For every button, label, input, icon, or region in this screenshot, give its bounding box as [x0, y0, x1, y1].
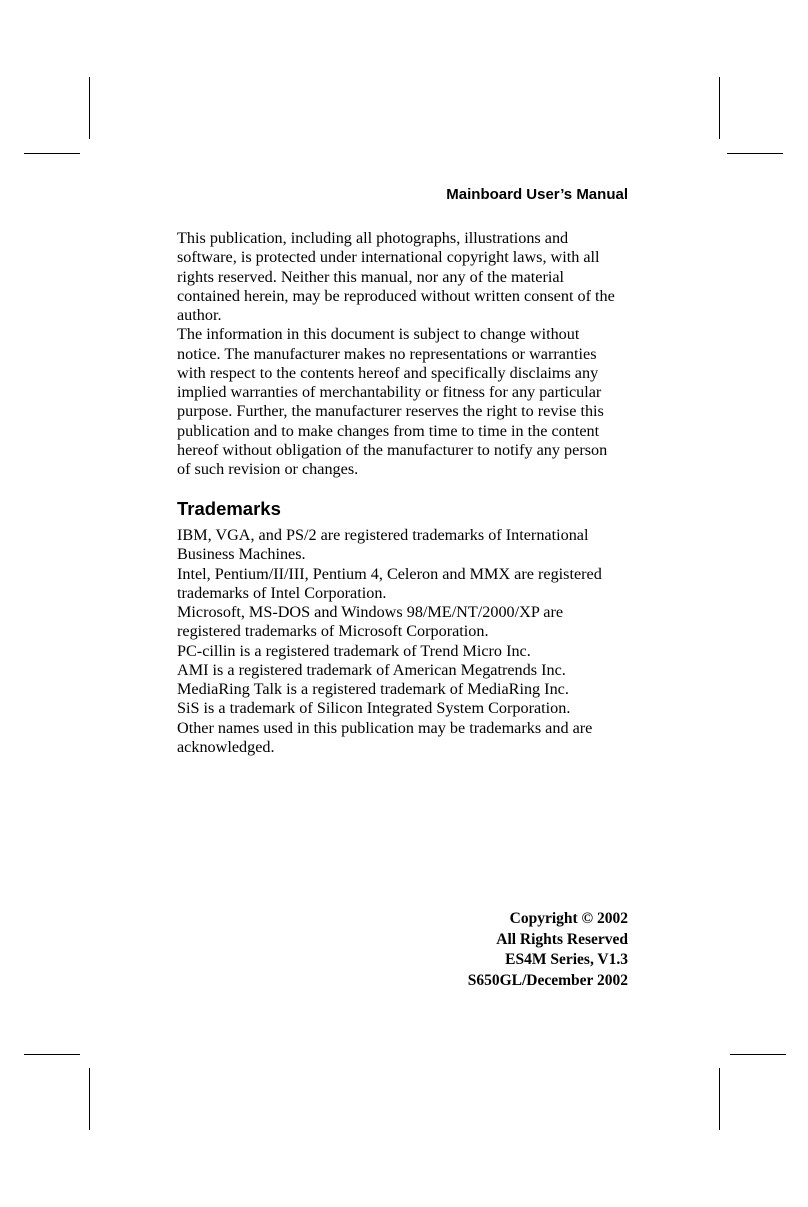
- intro-paragraphs: [177, 229, 637, 479]
- crop-mark-bottom-right-horizontal: [730, 1054, 786, 1055]
- series-version: ES4M Series, V1.3: [505, 951, 628, 968]
- trademark-line: SiS is a trademark of Silicon Integrated System Corporation.: [177, 699, 571, 718]
- intro-line: hereof without obligation of the manufacturer to notify any person: [177, 440, 608, 459]
- intro-line: implied warranties of merchantability or fitness for any particular: [177, 383, 602, 401]
- rights-reserved: All Rights Reserved: [496, 930, 628, 948]
- model-date: S650GL/December 2002: [467, 971, 628, 989]
- intro-line: This publication, including all photographs, illustrations and: [177, 229, 569, 247]
- intro-line: rights reserved. Neither this manual, nor any of the material: [177, 267, 565, 286]
- intro-line: publication and to make changes from time to time in the content: [177, 421, 600, 440]
- intro-line: of such revision or changes.: [177, 460, 359, 478]
- running-header-title: Mainboard User’s Manual: [446, 186, 628, 203]
- trademark-line: AMI is a registered trademark of American Megatrends Inc.: [177, 660, 566, 679]
- trademark-line: MediaRing Talk is a registered trademark of MediaRing Inc.: [177, 680, 569, 698]
- crop-mark-top-left-horizontal: [24, 153, 80, 154]
- trademark-line: Other names used in this publication may be trademarks and are: [177, 718, 593, 737]
- intro-line: notice. The manufacturer makes no representations or warranties: [177, 344, 597, 363]
- trademark-line: Microsoft, MS-DOS and Windows 98/ME/NT/2000/XP are: [177, 603, 564, 621]
- crop-mark-bottom-left-horizontal: [24, 1054, 80, 1055]
- crop-mark-bottom-left-vertical: [89, 1068, 90, 1130]
- trademark-line: Business Machines.: [177, 545, 306, 564]
- intro-line: with respect to the contents hereof and specifically disclaims any: [177, 363, 599, 382]
- crop-mark-top-right-vertical: [719, 77, 720, 139]
- trademarks-heading: Trademarks: [177, 498, 281, 519]
- copyright-notice: Copyright © 2002: [509, 910, 628, 927]
- trademarks-list: [177, 526, 637, 757]
- intro-line: purpose. Further, the manufacturer reserves the right to revise this: [177, 402, 604, 421]
- intro-line: contained herein, may be reproduced without written consent of the: [177, 286, 615, 305]
- trademark-line: Intel, Pentium/II/III, Pentium 4, Celeron and MMX are registered: [177, 564, 602, 583]
- trademark-line: acknowledged.: [177, 737, 275, 756]
- crop-mark-top-left-vertical: [89, 77, 90, 139]
- intro-line: software, is protected under international copyright laws, with all: [177, 248, 600, 267]
- intro-line: author.: [177, 306, 222, 324]
- crop-mark-bottom-right-vertical: [719, 1068, 720, 1130]
- intro-line: The information in this document is subject to change without: [177, 325, 580, 344]
- copyright-block: [468, 909, 628, 991]
- trademark-line: registered trademarks of Microsoft Corporation.: [177, 622, 489, 641]
- trademark-line: trademarks of Intel Corporation.: [177, 583, 387, 602]
- crop-mark-top-right-horizontal: [727, 153, 783, 154]
- trademark-line: IBM, VGA, and PS/2 are registered trademarks of International: [177, 526, 589, 544]
- trademark-line: PC-cillin is a registered trademark of Trend Micro Inc.: [177, 641, 531, 660]
